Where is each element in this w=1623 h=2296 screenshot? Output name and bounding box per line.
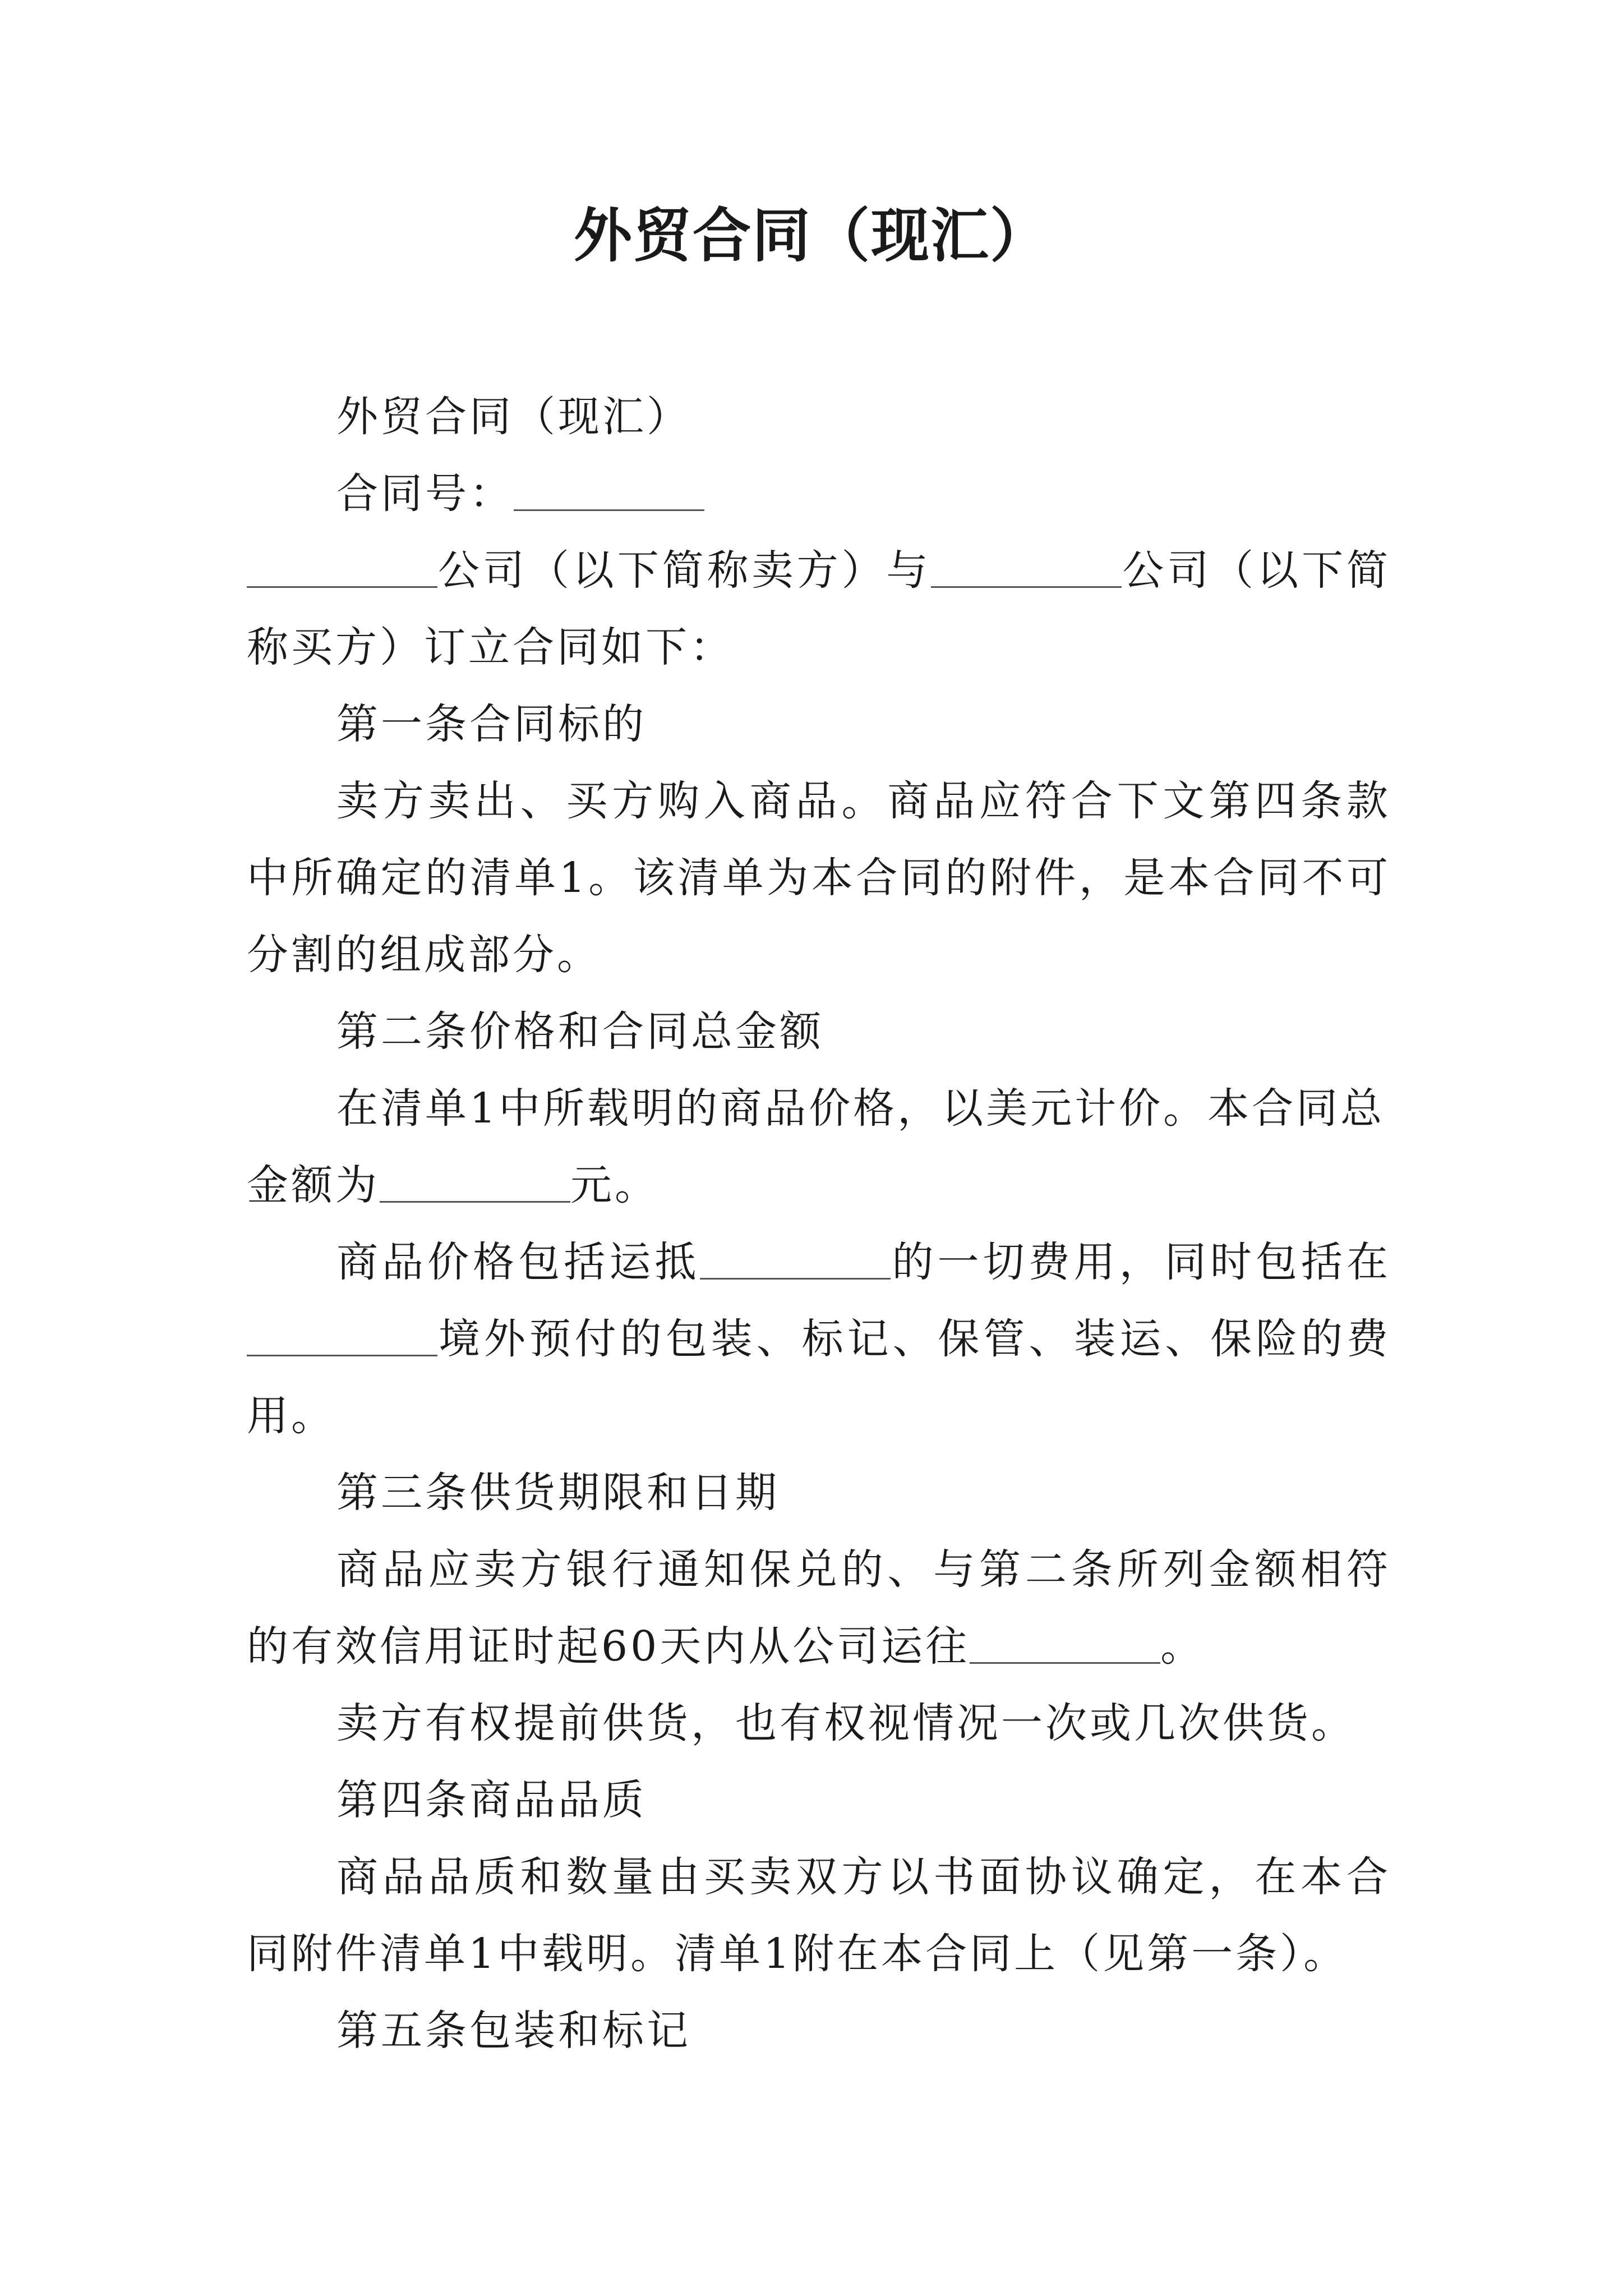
- costs-text-3: 境外预付的包装、标记、保管、装运、保险的费用。: [247, 1315, 1391, 1440]
- delivery-text: 商品应卖方银行通知保兑的、与第二条所列金额相符的有效信用证时起60天内从公司运往: [247, 1545, 1391, 1671]
- seller-company-blank: [247, 545, 437, 588]
- article-1-heading: 第一条合同标的: [336, 700, 647, 748]
- article-3-text-early: 卖方有权提前供货，也有权视情况一次或几次供货。: [336, 1699, 1355, 1747]
- parties-text-2: 公司（以下简称买方）订立合同如下：: [247, 546, 1391, 671]
- paragraph-heading-repeat: 外贸合同（现汇）: [336, 393, 691, 441]
- total-amount-unit: 元。: [570, 1161, 659, 1209]
- article-3-heading: 第三条供货期限和日期: [336, 1469, 780, 1517]
- total-amount-blank: [380, 1159, 570, 1203]
- contract-number-label: 合同号：: [336, 470, 514, 518]
- contract-number-blank: [514, 468, 704, 511]
- article-3-text-delivery: [247, 1531, 1391, 1685]
- buyer-company-blank: [931, 545, 1122, 588]
- document-title: 外贸合同（现汇）: [573, 201, 1049, 270]
- article-4-heading: 第四条商品品质: [336, 1776, 647, 1824]
- article-2-heading: 第二条价格和合同总金额: [336, 1007, 824, 1056]
- article-4-text: 商品品质和数量由买卖双方以书面协议确定，在本合同附件清单1中载明。清单1附在本合同上（见第一条）。: [247, 1853, 1391, 1978]
- parties-text-1: 公司（以下简称卖方）与: [437, 546, 932, 595]
- total-amount-label: 金额为: [247, 1161, 380, 1209]
- delivery-text-end: 。: [1160, 1622, 1205, 1671]
- document-body: [247, 379, 1391, 2069]
- article-2-text-total: [247, 1147, 1391, 1224]
- paragraph-contract-number: [247, 455, 1391, 532]
- paragraph-parties: [247, 532, 1391, 686]
- destination-blank: [700, 1236, 891, 1280]
- delivery-destination-blank: [970, 1621, 1160, 1664]
- article-2-text-price: 在清单1中所载明的商品价格，以美元计价。本合同总: [336, 1084, 1385, 1133]
- article-2-text-costs: [247, 1224, 1391, 1455]
- region-blank: [247, 1313, 437, 1356]
- costs-text-2: 的一切费用，同时包括在: [891, 1238, 1391, 1286]
- costs-text-1: 商品价格包括运抵: [336, 1238, 700, 1286]
- article-5-heading: 第五条包装和标记: [336, 2007, 691, 2055]
- article-1-text: 卖方卖出、买方购入商品。商品应符合下文第四条款中所确定的清单1。该清单为本合同的附件，是本合同不可分割的组成部分。: [247, 777, 1391, 979]
